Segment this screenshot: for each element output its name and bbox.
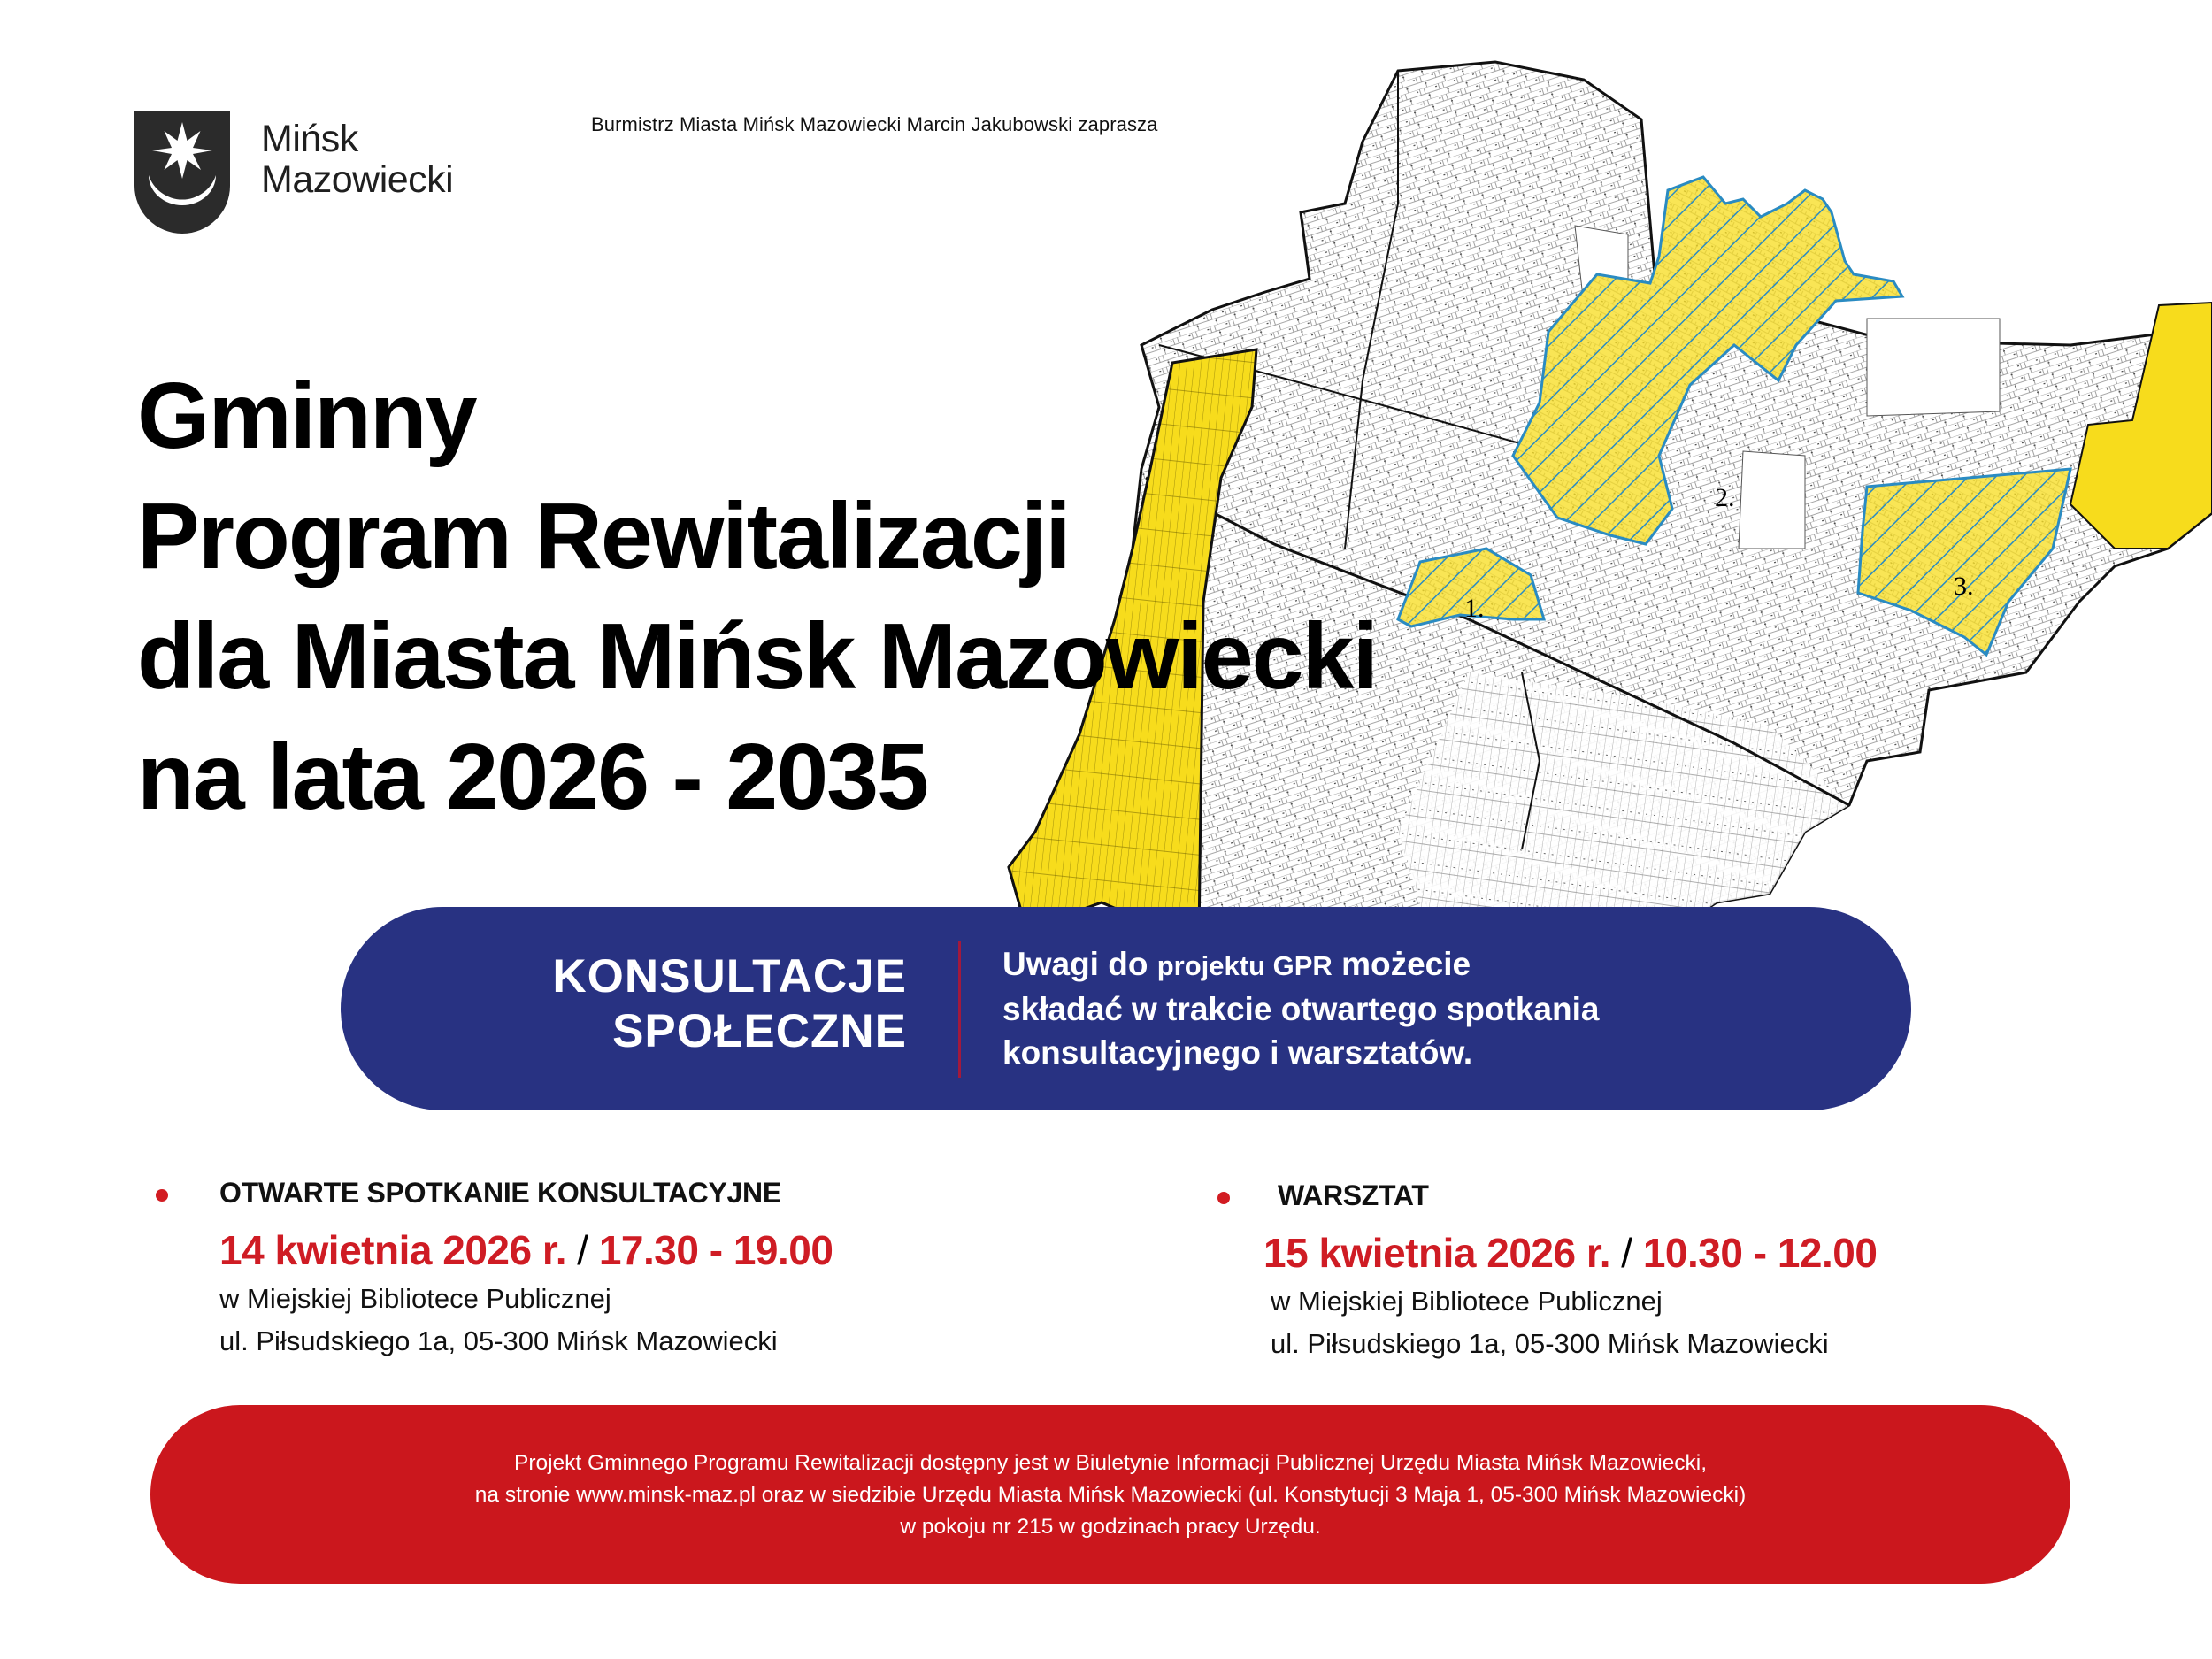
footer-info-banner <box>150 1405 2070 1584</box>
event-date-time <box>219 1226 833 1274</box>
consultation-text-part-1: Uwagi do <box>1002 946 1157 982</box>
event-place: w Miejskiej Bibliotece Publicznej <box>219 1283 611 1314</box>
title-line-2: Program Rewitalizacji <box>137 484 1070 588</box>
consultation-description <box>1002 942 1599 1074</box>
event-address: ul. Piłsudskiego 1a, 05-300 Mińsk Mazowiecki <box>1271 1328 1829 1359</box>
consultation-heading-line-2: SPOŁECZNE <box>612 1005 907 1057</box>
event-date: 15 kwietnia 2026 r. <box>1263 1230 1610 1276</box>
footer-line-3: w pokoju nr 215 w godzinach pracy Urzędu. <box>900 1515 1321 1539</box>
event-date-time <box>1263 1229 1877 1277</box>
footer-line-2: na stronie www.minsk-maz.pl oraz w siedzibie Urzędu Miasta Mińsk Mazowiecki (ul. Konstytucji 3 Maja 1, 05-300 Mińsk Mazowiecki) <box>474 1483 1747 1507</box>
footer-line-1: Projekt Gminnego Programu Rewitalizacji dostępny jest w Biuletynie Informacji Publicznej Urzędu Miasta Mińsk Mazowiecki, <box>513 1451 1708 1475</box>
consultation-text-part-3: możecie <box>1332 946 1471 982</box>
consultation-text-part-2: projektu GPR <box>1156 950 1333 981</box>
map-area-label-1: 1. <box>1464 594 1485 623</box>
inviter-text: Burmistrz Miasta Mińsk Mazowiecki Marcin Jakubowski zaprasza <box>591 113 1158 135</box>
consultation-text-line-1 <box>1002 942 1599 987</box>
title-line-3: dla Miasta Mińsk Mazowiecki <box>137 604 1378 709</box>
page-title <box>137 356 1377 837</box>
title-line-4: na lata 2026 - 2035 <box>137 725 928 829</box>
bullet-icon <box>1217 1192 1230 1204</box>
bullet-icon <box>156 1189 168 1202</box>
map-area-label-2: 2. <box>1715 483 1735 512</box>
event-title: WARSZTAT <box>1278 1179 1429 1211</box>
logo-wordmark <box>261 119 453 200</box>
event-separator: / <box>1610 1230 1643 1276</box>
event-time: 10.30 - 12.00 <box>1642 1230 1878 1276</box>
event-place: w Miejskiej Bibliotece Publicznej <box>1271 1286 1663 1317</box>
consultation-text-line-2: składać w trakcie otwartego spotkania <box>1002 991 1600 1027</box>
consultation-divider <box>958 941 961 1078</box>
consultation-heading <box>552 949 907 1059</box>
event-time: 17.30 - 19.00 <box>598 1227 833 1273</box>
logo-line-1: Mińsk <box>261 118 358 160</box>
event-address: ul. Piłsudskiego 1a, 05-300 Mińsk Mazowiecki <box>219 1325 778 1356</box>
event-separator: / <box>566 1227 599 1273</box>
city-logo <box>134 111 506 235</box>
event-title: OTWARTE SPOTKANIE KONSULTACYJNE <box>219 1177 781 1209</box>
title-line-1: Gminny <box>137 364 476 468</box>
consultation-banner <box>341 907 1911 1110</box>
footer-text <box>150 1448 2070 1543</box>
event-date: 14 kwietnia 2026 r. <box>219 1227 566 1273</box>
consultation-heading-line-1: KONSULTACJE <box>552 950 907 1002</box>
map-area-label-3: 3. <box>1954 572 1974 601</box>
consultation-text-line-3: konsultacyjnego i warsztatów. <box>1002 1034 1473 1071</box>
logo-line-2: Mazowiecki <box>261 158 454 201</box>
coat-of-arms-star-crescent-icon <box>134 111 230 234</box>
